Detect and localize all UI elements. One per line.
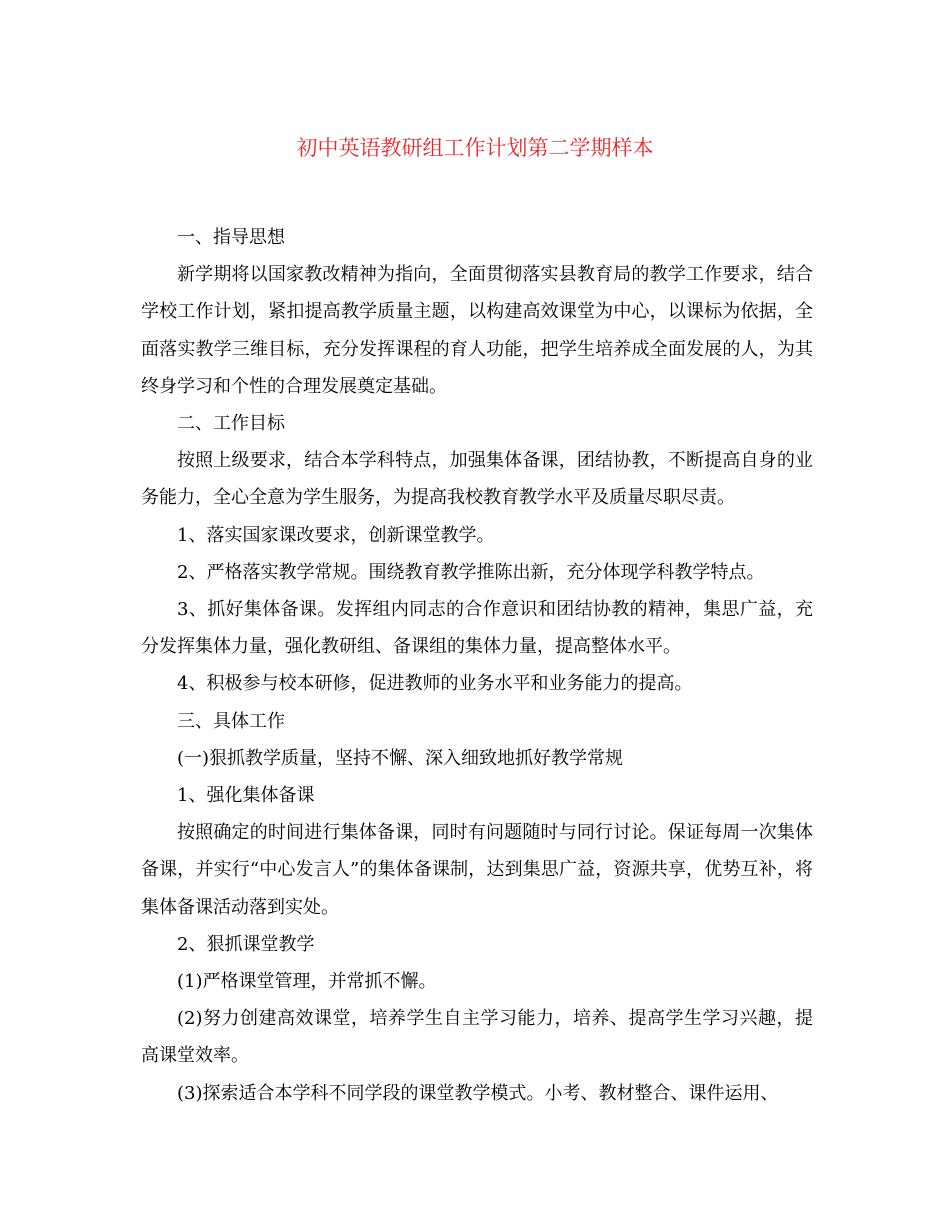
list-item: (2)努力创建高效课堂，培养学生自主学习能力，培养、提高学生学习兴趣，提高课堂效率。 bbox=[141, 1008, 813, 1067]
paragraph: 新学期将以国家教改精神为指向，全面贯彻落实县教育局的教学工作要求，结合学校工作计划，紧扣提高教学质量主题，以构建高效课堂为中心，以课标为依据，全面落实教学三维目标，充分发挥课程的育人功能，把学生培养成全面发展的人，为其终身学习和个性的合理发展奠定基础。 bbox=[141, 264, 813, 397]
list-item: 3、抓好集体备课。发挥组内同志的合作意识和团结协教的精神，集思广益，充分发挥集体力量，强化教研组、备课组的集体力量，提高整体水平。 bbox=[141, 599, 813, 658]
list-item: 2、严格落实教学常规。围绕教育教学推陈出新，充分体现学科教学特点。 bbox=[177, 561, 765, 583]
section-heading: 一、指导思想 bbox=[177, 227, 285, 248]
section-heading: 二、工作目标 bbox=[177, 413, 285, 435]
list-item: (1)严格课堂管理，并常抓不懈。 bbox=[177, 971, 437, 993]
paragraph: 按照上级要求，结合本学科特点，加强集体备课，团结协教，不断提高自身的业务能力，全心全意为学生服务，为提高我校教育教学水平及质量尽职尽责。 bbox=[141, 450, 813, 509]
list-item: 4、积极参与校本研修，促进教师的业务水平和业务能力的提高。 bbox=[177, 673, 693, 695]
document-body bbox=[141, 219, 813, 1112]
subsection-heading: 1、强化集体备课 bbox=[177, 785, 315, 807]
paragraph: 按照确定的时间进行集体备课，同时有问题随时与同行讨论。保证每周一次集体备课，并实行“中心发言人”的集体备课制，达到集思广益，资源共享，优势互补，将集体备课活动落到实处。 bbox=[141, 822, 813, 918]
list-item: 1、落实国家课改要求，创新课堂教学。 bbox=[177, 524, 495, 546]
subsection-heading: (一)狠抓教学质量，坚持不懈、深入细致地抓好教学常规 bbox=[177, 747, 624, 769]
section-heading: 三、具体工作 bbox=[177, 710, 285, 732]
subsection-heading: 2、狠抓课堂教学 bbox=[177, 933, 315, 955]
document-title: 初中英语教研组工作计划第二学期样本 bbox=[296, 136, 654, 160]
list-item: (3)探索适合本学科不同学段的课堂教学模式。小考、教材整合、课件运用、 bbox=[177, 1082, 779, 1104]
